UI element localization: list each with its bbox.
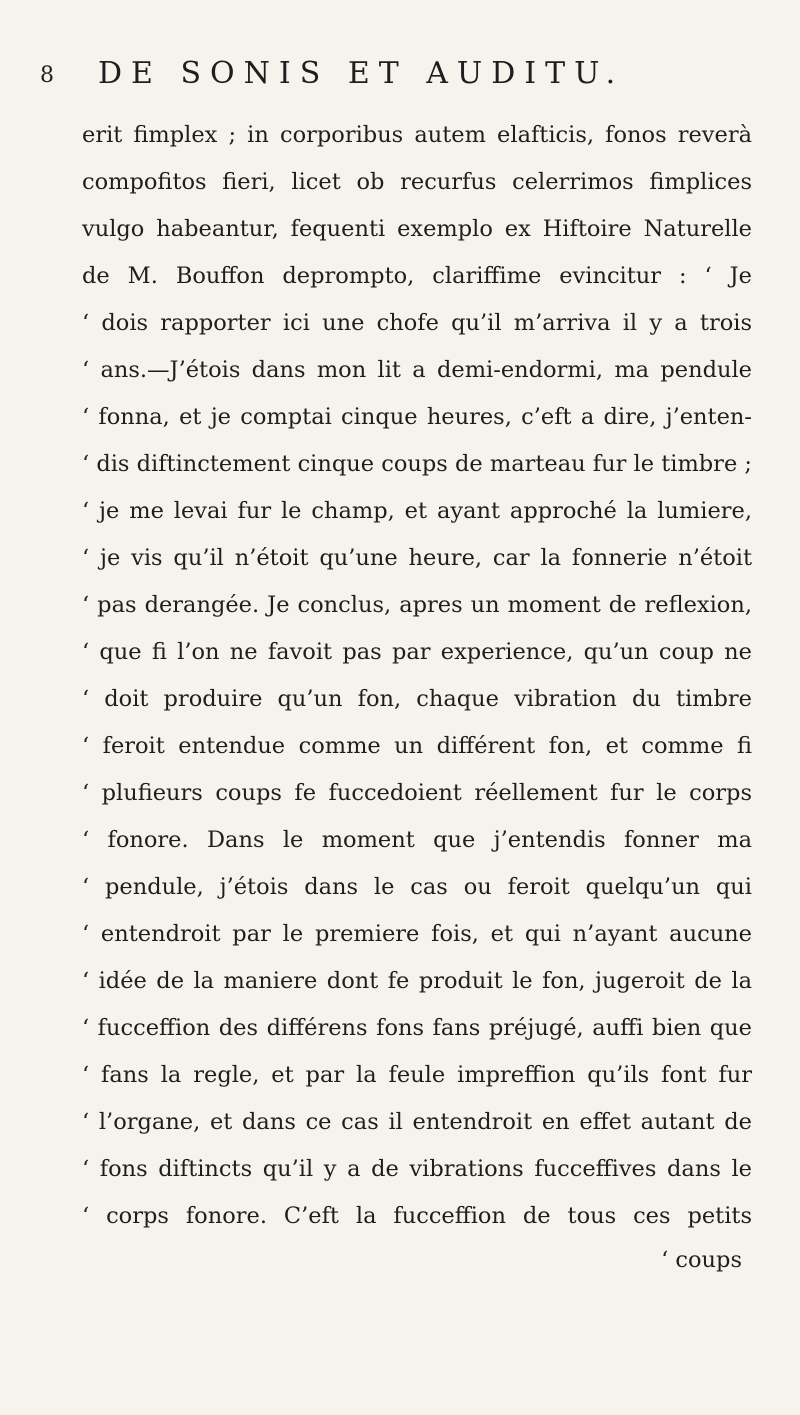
- text-line: ‘ dois rapporter ici une chofe qu’il m’arriva il y a trois: [82, 310, 752, 336]
- text-line: ‘ fonore. Dans le moment que j’entendis fonner ma: [82, 827, 752, 853]
- text-line: ‘ fans la regle, et par la feule impreffion qu’ils font fur: [82, 1062, 752, 1088]
- text-line: compofitos fieri, licet ob recurfus celerrimos fimplices: [82, 169, 752, 195]
- text-line: ‘ l’organe, et dans ce cas il entendroit en effet autant de: [82, 1109, 752, 1135]
- running-title: DE SONIS ET AUDITU.: [98, 56, 625, 91]
- text-line: ‘ pendule, j’étois dans le cas ou feroit quelqu’un qui: [82, 874, 752, 900]
- page-number: 8: [40, 63, 54, 88]
- text-line: ‘ doit produire qu’un fon, chaque vibration du timbre: [82, 686, 752, 712]
- text-line: erit fimplex ; in corporibus autem elafticis, fonos reverà: [82, 122, 752, 148]
- text-line: ‘ pas derangée. Je conclus, apres un moment de reflexion,: [82, 592, 752, 618]
- text-line: ‘ plufieurs coups fe fuccedoient réellement fur le corps: [82, 780, 752, 806]
- text-line: ‘ dis diftinctement cinque coups de marteau fur le timbre ;: [82, 451, 752, 477]
- text-line: ‘ que fi l’on ne favoit pas par experience, qu’un coup ne: [82, 639, 752, 665]
- text-line: ‘ idée de la maniere dont fe produit le fon, jugeroit de la: [82, 968, 752, 994]
- text-line: ‘ entendroit par le premiere fois, et qui n’ayant aucune: [82, 921, 752, 947]
- text-line: ‘ ans.—J’étois dans mon lit a demi-endormi, ma pendule: [82, 357, 752, 383]
- text-line: ‘ je vis qu’il n’étoit qu’une heure, car la fonnerie n’étoit: [82, 545, 752, 571]
- text-line: ‘ fonna, et je comptai cinque heures, c’eft a dire, j’enten-: [82, 404, 752, 430]
- text-line: ‘ feroit entendue comme un différent fon, et comme fi: [82, 733, 752, 759]
- text-line: vulgo habeantur, fequenti exemplo ex Hiftoire Naturelle: [82, 216, 752, 242]
- body-text: [82, 112, 752, 1240]
- text-line: ‘ je me levai fur le champ, et ayant approché la lumiere,: [82, 498, 752, 524]
- text-line: de M. Bouffon deprompto, clariffime evincitur : ‘ Je: [82, 263, 752, 289]
- text-line: ‘ fons diftincts qu’il y a de vibrations fucceffives dans le: [82, 1156, 752, 1182]
- text-line: ‘ corps fonore. C’eft la fucceffion de tous ces petits: [82, 1203, 752, 1229]
- text-line: ‘ fucceffion des différens fons fans préjugé, auffi bien que: [82, 1015, 752, 1041]
- catchword: ‘ coups: [661, 1247, 742, 1273]
